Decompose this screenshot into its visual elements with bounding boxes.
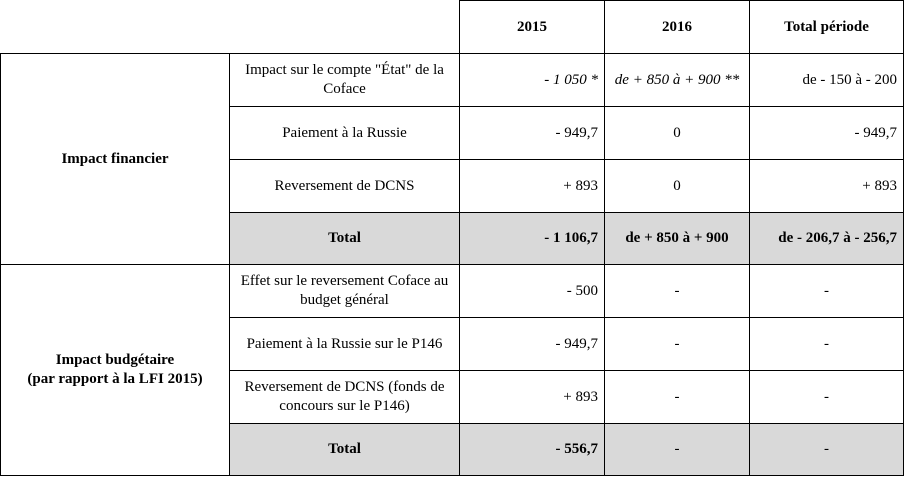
header-total-periode: Total période [750, 1, 904, 54]
value-total: - 949,7 [750, 107, 904, 160]
value-2015: + 893 [460, 160, 605, 213]
value-2015: - 949,7 [460, 107, 605, 160]
header-2016: 2016 [605, 1, 750, 54]
total-label: Total [230, 424, 460, 476]
value-2016: - [605, 371, 750, 424]
value-2015: - 949,7 [460, 318, 605, 371]
value-2016: 0 [605, 107, 750, 160]
value-total: + 893 [750, 160, 904, 213]
table-row [1, 265, 904, 318]
total-label: Total [230, 213, 460, 265]
value-2015: + 893 [460, 371, 605, 424]
row-label: Impact sur le compte "État" de la Coface [230, 54, 460, 107]
value-2016: - [605, 318, 750, 371]
group-subtitle: (par rapport à la LFI 2015) [27, 371, 203, 387]
table-row [1, 54, 904, 107]
group-title: Impact budgétaire [55, 352, 175, 368]
total-2015: - 556,7 [460, 424, 605, 476]
total-2016: - [605, 424, 750, 476]
value-total: - [750, 318, 904, 371]
empty-corner-cell [1, 1, 460, 54]
group-title: Impact financier [61, 150, 169, 167]
row-label: Paiement à la Russie sur le P146 [230, 318, 460, 371]
row-label: Paiement à la Russie [230, 107, 460, 160]
value-total: de - 150 à - 200 [750, 54, 904, 107]
total-periode: - [750, 424, 904, 476]
row-label: Reversement de DCNS (fonds de concours sur le P146) [230, 371, 460, 424]
group-impact-financier [1, 54, 230, 265]
total-2015: - 1 106,7 [460, 213, 605, 265]
value-2016: de + 850 à + 900 ** [605, 54, 750, 107]
header-row [1, 1, 904, 54]
header-2015: 2015 [460, 1, 605, 54]
value-2016: 0 [605, 160, 750, 213]
row-label: Reversement de DCNS [230, 160, 460, 213]
value-2016: - [605, 265, 750, 318]
total-periode: de - 206,7 à - 256,7 [750, 213, 904, 265]
group-impact-budgetaire [1, 265, 230, 476]
value-2015: - 500 [460, 265, 605, 318]
value-total: - [750, 265, 904, 318]
total-2016: de + 850 à + 900 [605, 213, 750, 265]
value-2015: - 1 050 * [460, 54, 605, 107]
value-total: - [750, 371, 904, 424]
row-label: Effet sur le reversement Coface au budget général [230, 265, 460, 318]
